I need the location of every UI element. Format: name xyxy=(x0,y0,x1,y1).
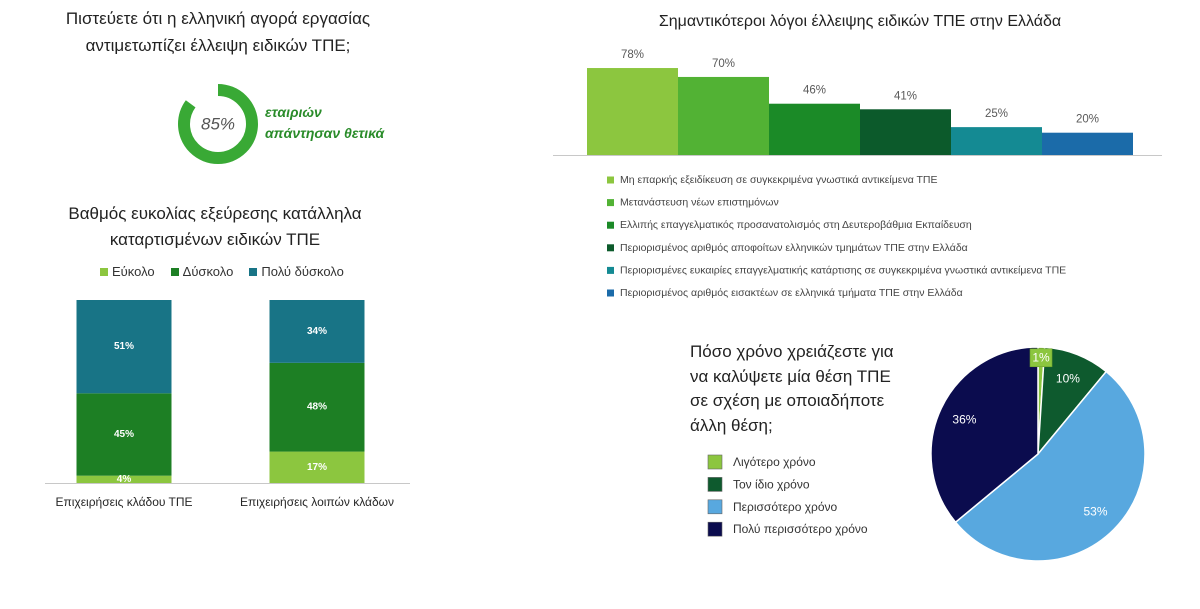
donut-title-line: αντιμετωπίζει έλλειψη ειδικών ΤΠΕ; xyxy=(85,36,351,55)
legend-swatch-difficult xyxy=(171,268,179,276)
reason-bar xyxy=(678,77,769,155)
pie-legend-swatch xyxy=(708,477,722,491)
legend-label-difficult: Δύσκολο xyxy=(182,264,234,279)
pie-legend-label: Τον ίδιο χρόνο xyxy=(733,477,810,492)
stacked-bar-segment-label: 45% xyxy=(113,429,135,441)
reason-legend-label: Περιορισμένες ευκαιρίες επαγγελματικής κατάρτισης σε συγκεκριμένα γνωστικά αντικείμενα ΤΠΕ xyxy=(620,264,1067,277)
stacked-chart-title xyxy=(0,201,430,253)
reason-legend-label: Μετανάστευση νέων επιστημόνων xyxy=(620,196,779,209)
pie-legend-label: Λιγότερο χρόνο xyxy=(733,455,816,469)
reason-legend-swatch xyxy=(607,177,614,184)
donut-chart xyxy=(170,78,266,170)
reasons-bar-chart xyxy=(540,30,1180,310)
reason-bar-value-label: 46% xyxy=(802,84,827,97)
legend-swatch-easy xyxy=(100,268,108,276)
donut-caption xyxy=(265,102,384,144)
donut-title-line: Πιστεύετε ότι η ελληνική αγορά εργασίας xyxy=(65,9,371,28)
pie-title-line: Πόσο χρόνο χρειάζεστε για xyxy=(690,342,894,361)
donut-value-label: 85% xyxy=(200,114,236,134)
pie-slice-label: 53% xyxy=(1083,504,1108,519)
reason-legend-swatch xyxy=(607,290,614,297)
category-label: Επιχειρήσεις λοιπών κλάδων xyxy=(239,495,395,509)
stacked-title-line: Βαθμός ευκολίας εξεύρεσης κατάλληλα xyxy=(68,204,362,223)
reason-legend-swatch xyxy=(607,267,614,274)
stacked-bar-segment-label: 34% xyxy=(306,325,328,337)
stacked-bar-chart xyxy=(0,290,440,515)
reasons-bar-panel xyxy=(540,0,1180,315)
donut-caption-line: εταιριών xyxy=(265,104,322,120)
reason-bar-value-label: 70% xyxy=(711,57,736,70)
legend-swatch-very-difficult xyxy=(249,268,257,276)
reasons-title-line: Σημαντικότεροι λόγοι έλλειψης ειδικών ΤΠΕ στην Ελλάδα xyxy=(658,13,1062,30)
stacked-title-line: καταρτισμένων ειδικών ΤΠΕ xyxy=(109,230,321,249)
reason-legend-swatch xyxy=(607,199,614,206)
reason-bar-value-label: 25% xyxy=(984,108,1009,121)
stacked-bar-segment-label: 17% xyxy=(306,461,328,473)
reason-bar-value-label: 41% xyxy=(893,90,918,103)
reason-legend-swatch xyxy=(607,222,614,229)
stacked-bar-panel xyxy=(0,195,440,525)
pie-legend-swatch xyxy=(708,522,722,536)
legend-item-easy xyxy=(100,264,155,279)
pie-title-line: σε σχέση με οποιαδήποτε xyxy=(690,391,885,410)
legend-label-very-difficult: Πολύ δύσκολο xyxy=(261,264,344,279)
pie-slice-label: 36% xyxy=(952,412,977,427)
reason-legend-label: Περιορισμένος αριθμός εισακτέων σε ελληνικά τμήματα ΤΠΕ στην Ελλάδα xyxy=(620,287,963,299)
pie-legend-label: Περισσότερο χρόνο xyxy=(733,499,838,514)
pie-legend-swatch xyxy=(708,500,722,514)
reason-legend-label: Περιορισμένος αριθμός αποφοίτων ελληνικών τμημάτων ΤΠΕ στην Ελλάδα xyxy=(620,241,968,254)
pie-legend-swatch xyxy=(708,455,722,469)
difficulty-legend xyxy=(100,264,344,279)
pie-slice-label: 10% xyxy=(1055,371,1080,386)
reason-bar xyxy=(1042,133,1133,155)
donut-caption-line: απάντησαν θετικά xyxy=(265,125,385,141)
donut-chart-title xyxy=(0,5,436,59)
stacked-bar-segment-label: 4% xyxy=(116,473,132,485)
pie-title-line: να καλύψετε μία θέση ΤΠΕ xyxy=(690,366,891,386)
stacked-bar-segment-label: 48% xyxy=(306,401,328,413)
stacked-bar-segment-label: 51% xyxy=(113,341,135,353)
reason-legend-swatch xyxy=(607,244,614,251)
legend-label-easy: Εύκολο xyxy=(112,264,155,279)
donut-panel xyxy=(0,0,440,180)
pie-slice-label: 1% xyxy=(1032,350,1050,365)
reason-bar xyxy=(769,104,860,155)
pie-chart-title xyxy=(690,340,894,438)
pie-chart-panel xyxy=(680,335,1180,580)
reason-bar-value-label: 20% xyxy=(1075,113,1100,126)
reason-legend-label: Ελλιπής επαγγελματικός προσανατολισμός στη Δευτεροβάθμια Εκπαίδευση xyxy=(620,219,972,232)
reason-bar-value-label: 78% xyxy=(620,49,645,62)
category-label: Επιχειρήσεις κλάδου ΤΠΕ xyxy=(55,495,193,509)
reason-bar xyxy=(860,109,951,155)
legend-item-difficult xyxy=(171,264,234,279)
pie-title-line: άλλη θέση; xyxy=(690,415,773,435)
reason-legend-label: Μη επαρκής εξειδίκευση σε συγκεκριμένα γνωστικά αντικείμενα ΤΠΕ xyxy=(620,174,938,186)
reason-bar xyxy=(951,127,1042,155)
reason-bar xyxy=(587,68,678,155)
pie-legend-label: Πολύ περισσότερο χρόνο xyxy=(733,522,868,537)
legend-item-very-difficult xyxy=(249,264,344,279)
